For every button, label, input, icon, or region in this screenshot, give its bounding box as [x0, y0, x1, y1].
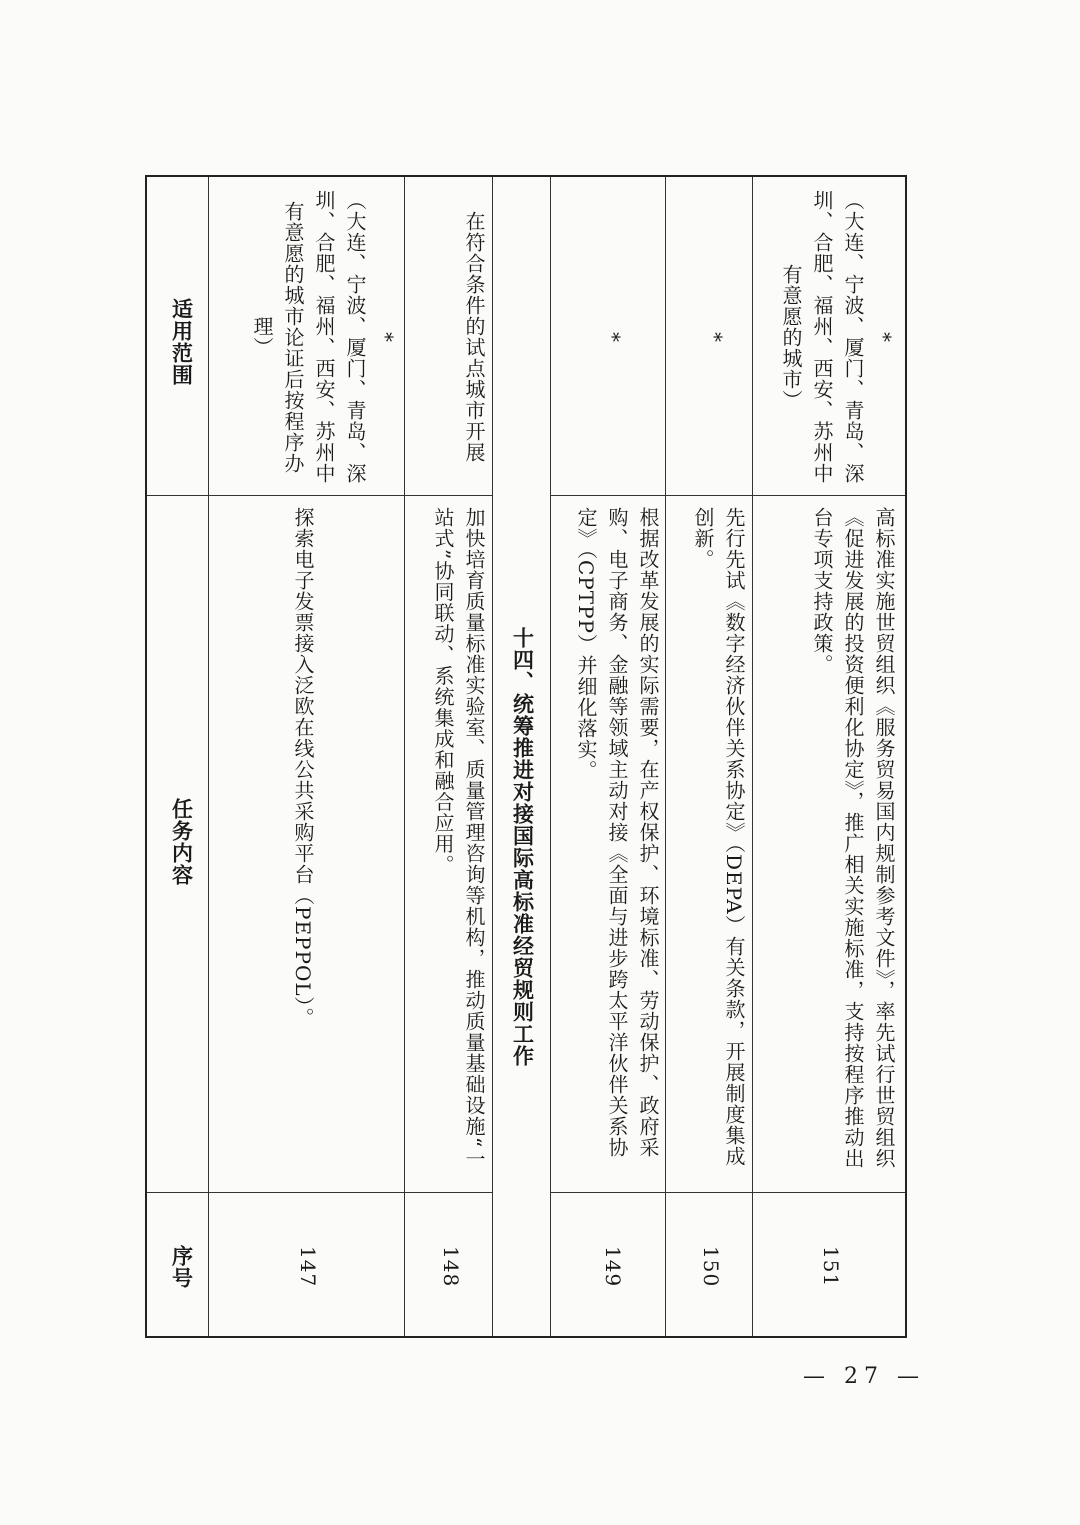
row-148-scope: 在符合条件的试点城市开展 [462, 211, 486, 463]
section-title: 十四、统筹推进对接国际高标准经贸规则工作 [510, 627, 535, 1067]
row-divider-147 [404, 177, 405, 1336]
row-147-content: 探索电子发票接入泛欧在线公共采购平台（PEPPOL）。 [291, 507, 315, 1029]
col-divider-scope-lower [550, 495, 905, 496]
row-149-content: 根据改革发展的实际需要，在产权保护、环境标准、劳动保护、政府采购、电子商务、金融等领域主动对接《全面与进步跨太平洋伙伴关系协定》（CPTPP）并细化落实。 [574, 507, 660, 1158]
col-divider-seq-lower [550, 1192, 905, 1193]
row-divider-section [550, 177, 551, 1336]
row-150-scope: * [703, 331, 727, 343]
policy-table [145, 175, 907, 1338]
row-149-scope: * [601, 331, 625, 343]
row-divider-148 [492, 177, 493, 1336]
row-151-scope: * （大连、宁波、厦门、青岛、深圳、合肥、福州、西安、苏州中有意愿的城市） [779, 190, 896, 484]
row-151-content: 高标准实施世贸组织《服务贸易国内规制参考文件》，率先试行世贸组织《促进发展的投资便利化协定》，推广相关实施标准，支持按程序推动出台专项支持政策。 [810, 507, 896, 1169]
col-divider-scope [147, 495, 492, 496]
row-148-seq: 148 [439, 1246, 463, 1288]
row-150-content: 先行先试《数字经济伙伴关系协定》（DEPA）有关条款，开展制度集成创新。 [691, 507, 746, 1167]
row-divider-header [208, 177, 209, 1336]
header-seq: 序号 [169, 1245, 194, 1289]
row-147-seq: 147 [296, 1246, 320, 1288]
row-divider-149 [665, 177, 666, 1336]
row-151-seq: 151 [819, 1246, 843, 1288]
col-divider-seq [147, 1192, 492, 1193]
row-147-scope: * （大连、宁波、厦门、青岛、深圳、合肥、福州、西安、苏州中有意愿的城市论证后按程序办理） [250, 190, 398, 484]
header-scope: 适用范围 [169, 298, 194, 386]
row-149-seq: 149 [601, 1246, 625, 1288]
page-number: — 27 — [803, 1364, 925, 1389]
header-content: 任务内容 [169, 798, 194, 886]
row-150-seq: 150 [699, 1246, 723, 1288]
row-148-content: 加快培育质量标准实验室、质量管理咨询等机构，推动质量基础设施“一站式”协同联动、系统集成和融合应用。 [431, 507, 486, 1170]
row-divider-150 [752, 177, 753, 1336]
